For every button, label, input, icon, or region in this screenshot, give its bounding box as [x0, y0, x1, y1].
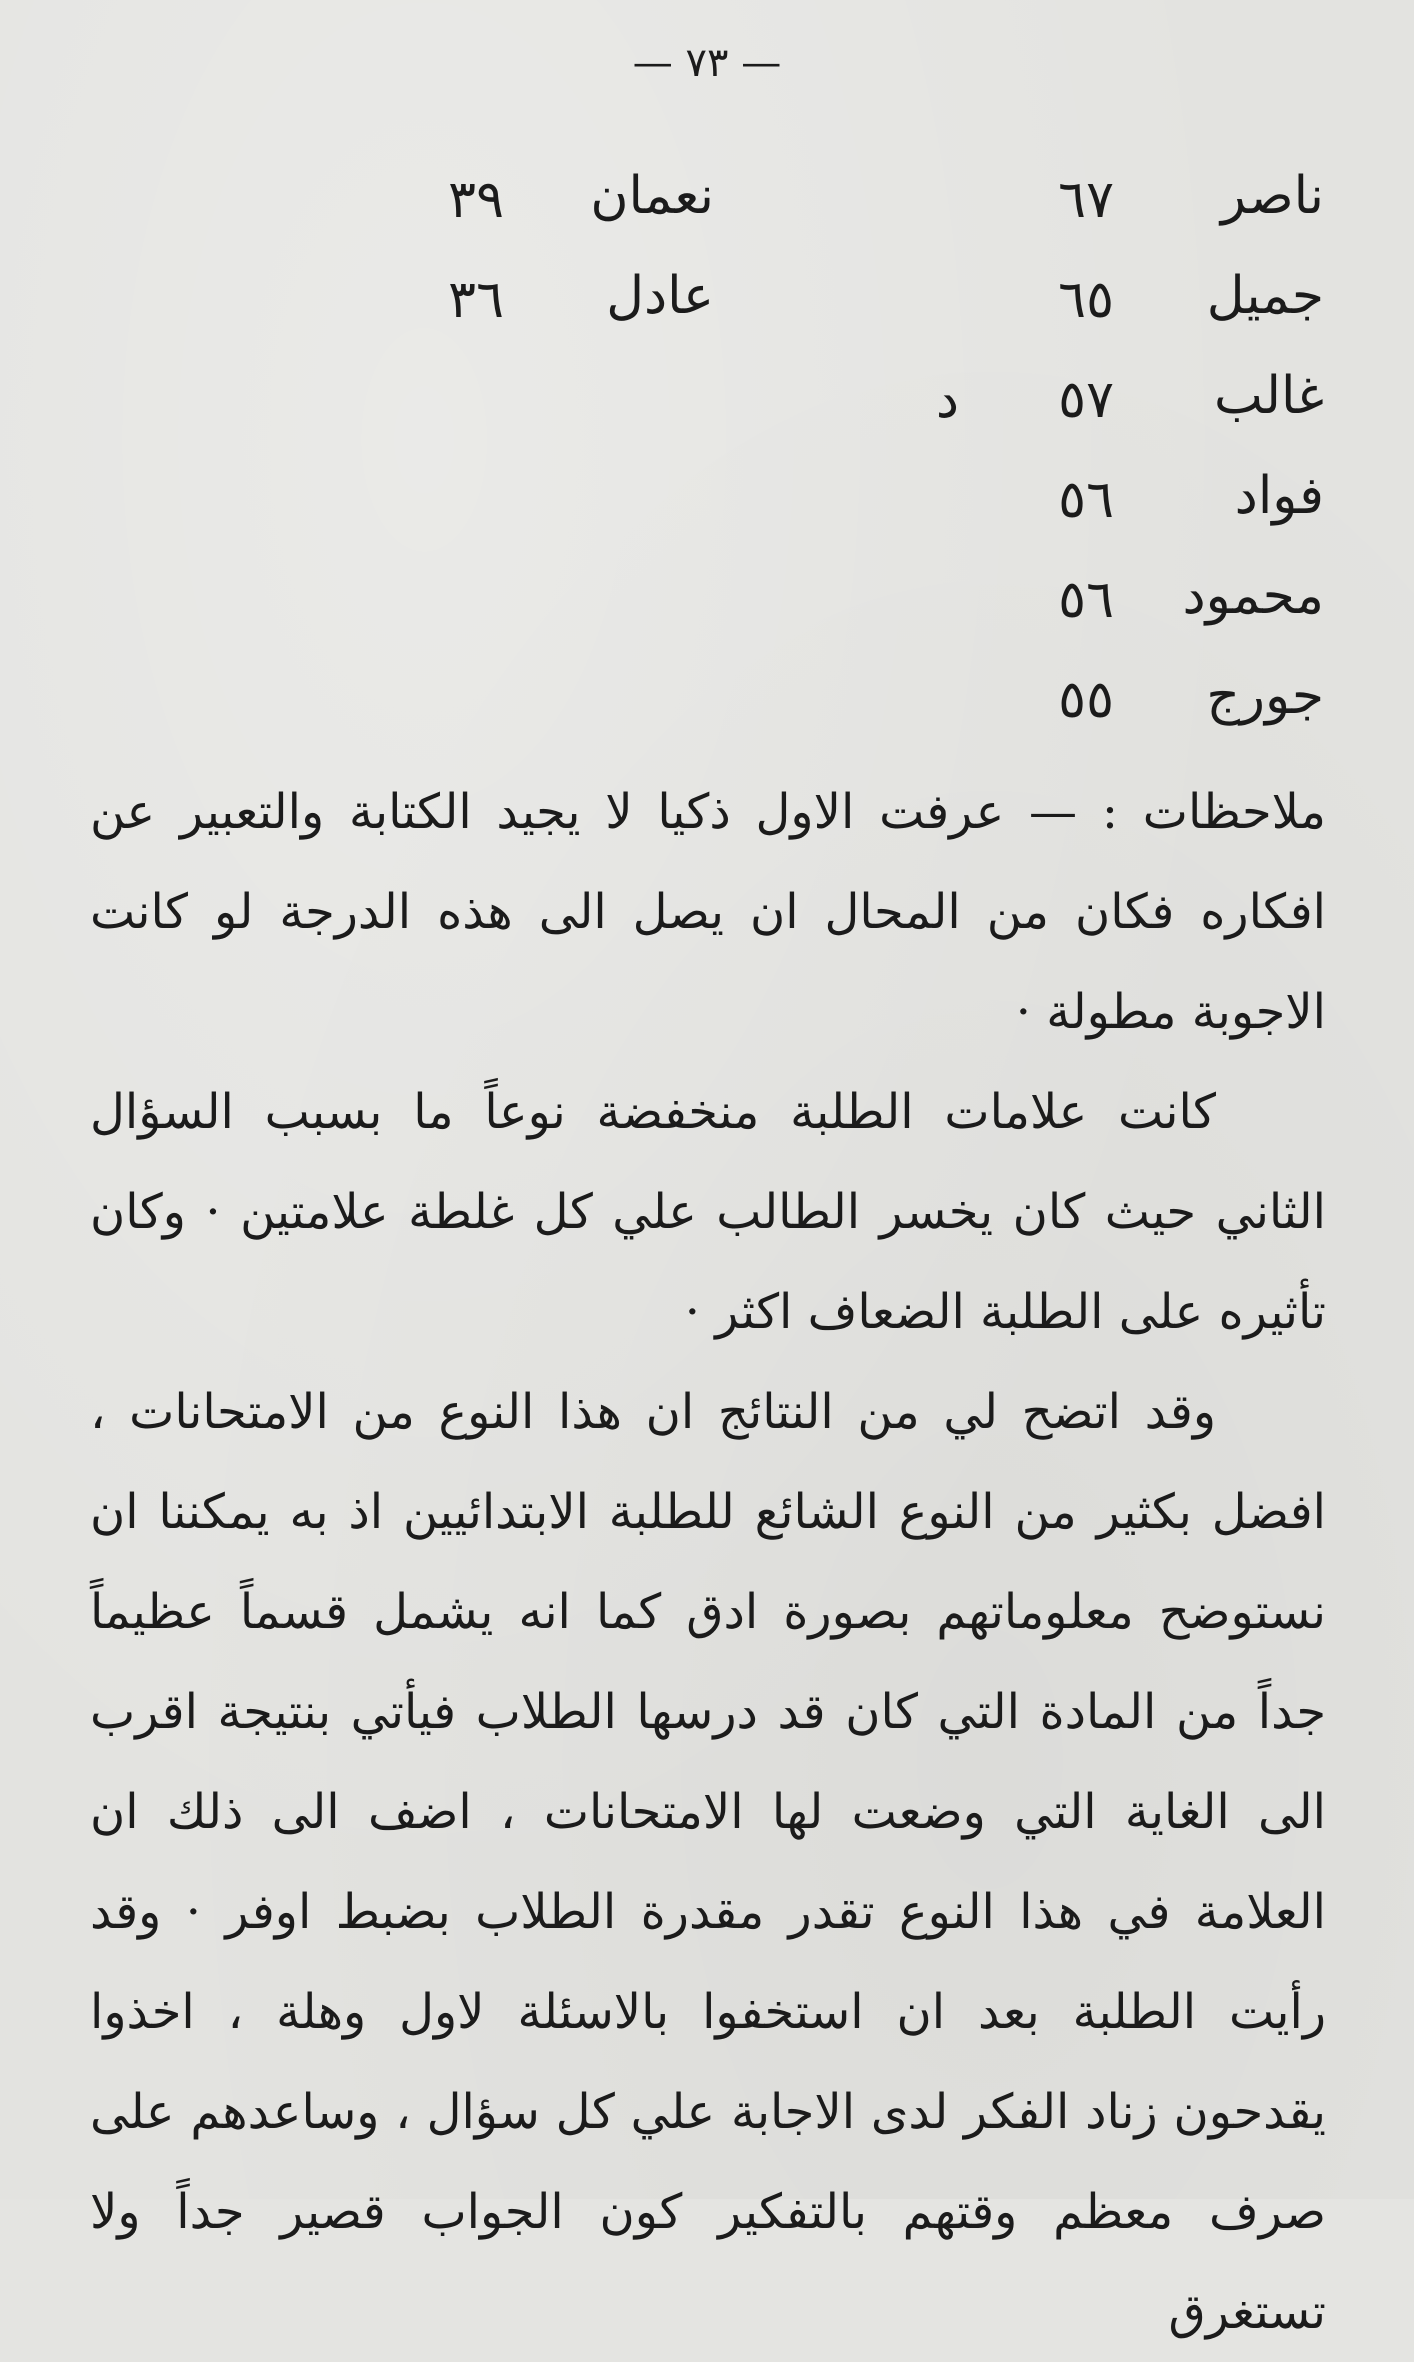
body-text — [90, 762, 1326, 2362]
student-score: ٥٦ — [1058, 570, 1114, 630]
body-paragraph: كانت علامات الطلبة منخفضة نوعاً ما بسبب السؤال الثاني حيث كان يخسر الطالب علي كل غلطة علامتين · وكان تأثيره على الطلبة الضعاف اكثر · — [90, 1084, 1326, 1340]
student-name: جورج — [1206, 666, 1324, 726]
student-score: ٦٥ — [1058, 270, 1114, 330]
page-number: — ٧٣ — — [632, 40, 782, 86]
grade-marker: د — [935, 370, 959, 430]
student-name: عادل — [606, 266, 714, 326]
student-name: ناصر — [1220, 166, 1324, 226]
body-paragraph: وقد اتضح لي من النتائج ان هذا النوع من الامتحانات ، افضل بكثير من النوع الشائع للطلبة الابتدائيين اذ به يمكننا ان نستوضح معلوماتهم بصورة ادق كما انه يشمل قسماً عظيماً جداً من المادة التي كان قد درسها الطلاب فيأتي بنتيجة اقرب الى الغاية التي وضعت لها الامتحانات ، اضف الى ذلك ان العلامة في هذا النوع تقدر مقدرة الطلاب بضبط اوفر · وقد رأيت الطلبة بعد ان استخفوا بالاسئلة لاول وهلة ، اخذوا يقدحون زناد الفكر لدى الاجابة علي كل سؤال ، وساعدهم على صرف معظم وقتهم بالتفكير كون الجواب قصير جداً ولا تستغرق — [90, 1384, 1327, 2340]
student-name: جميل — [1206, 266, 1324, 326]
student-name: محمود — [1182, 566, 1324, 626]
student-score: ٣٩ — [448, 170, 504, 230]
student-name: نعمان — [590, 166, 714, 226]
notes-paragraph: ملاحظات : — عرفت الاول ذكيا لا يجيد الكتابة والتعبير عن افكاره فكان من المحال ان يصل الى هذه الدرجة لو كانت الاجوبة مطولة · — [90, 784, 1327, 1040]
student-score: ٦٧ — [1058, 170, 1114, 230]
student-score: ٥٥ — [1058, 670, 1114, 730]
student-score: ٥٧ — [1058, 370, 1114, 430]
student-name: غالب — [1214, 366, 1324, 426]
student-name: فواد — [1234, 466, 1324, 526]
student-score: ٥٦ — [1058, 470, 1114, 530]
grades-table — [0, 160, 1414, 730]
student-score: ٣٦ — [448, 270, 504, 330]
